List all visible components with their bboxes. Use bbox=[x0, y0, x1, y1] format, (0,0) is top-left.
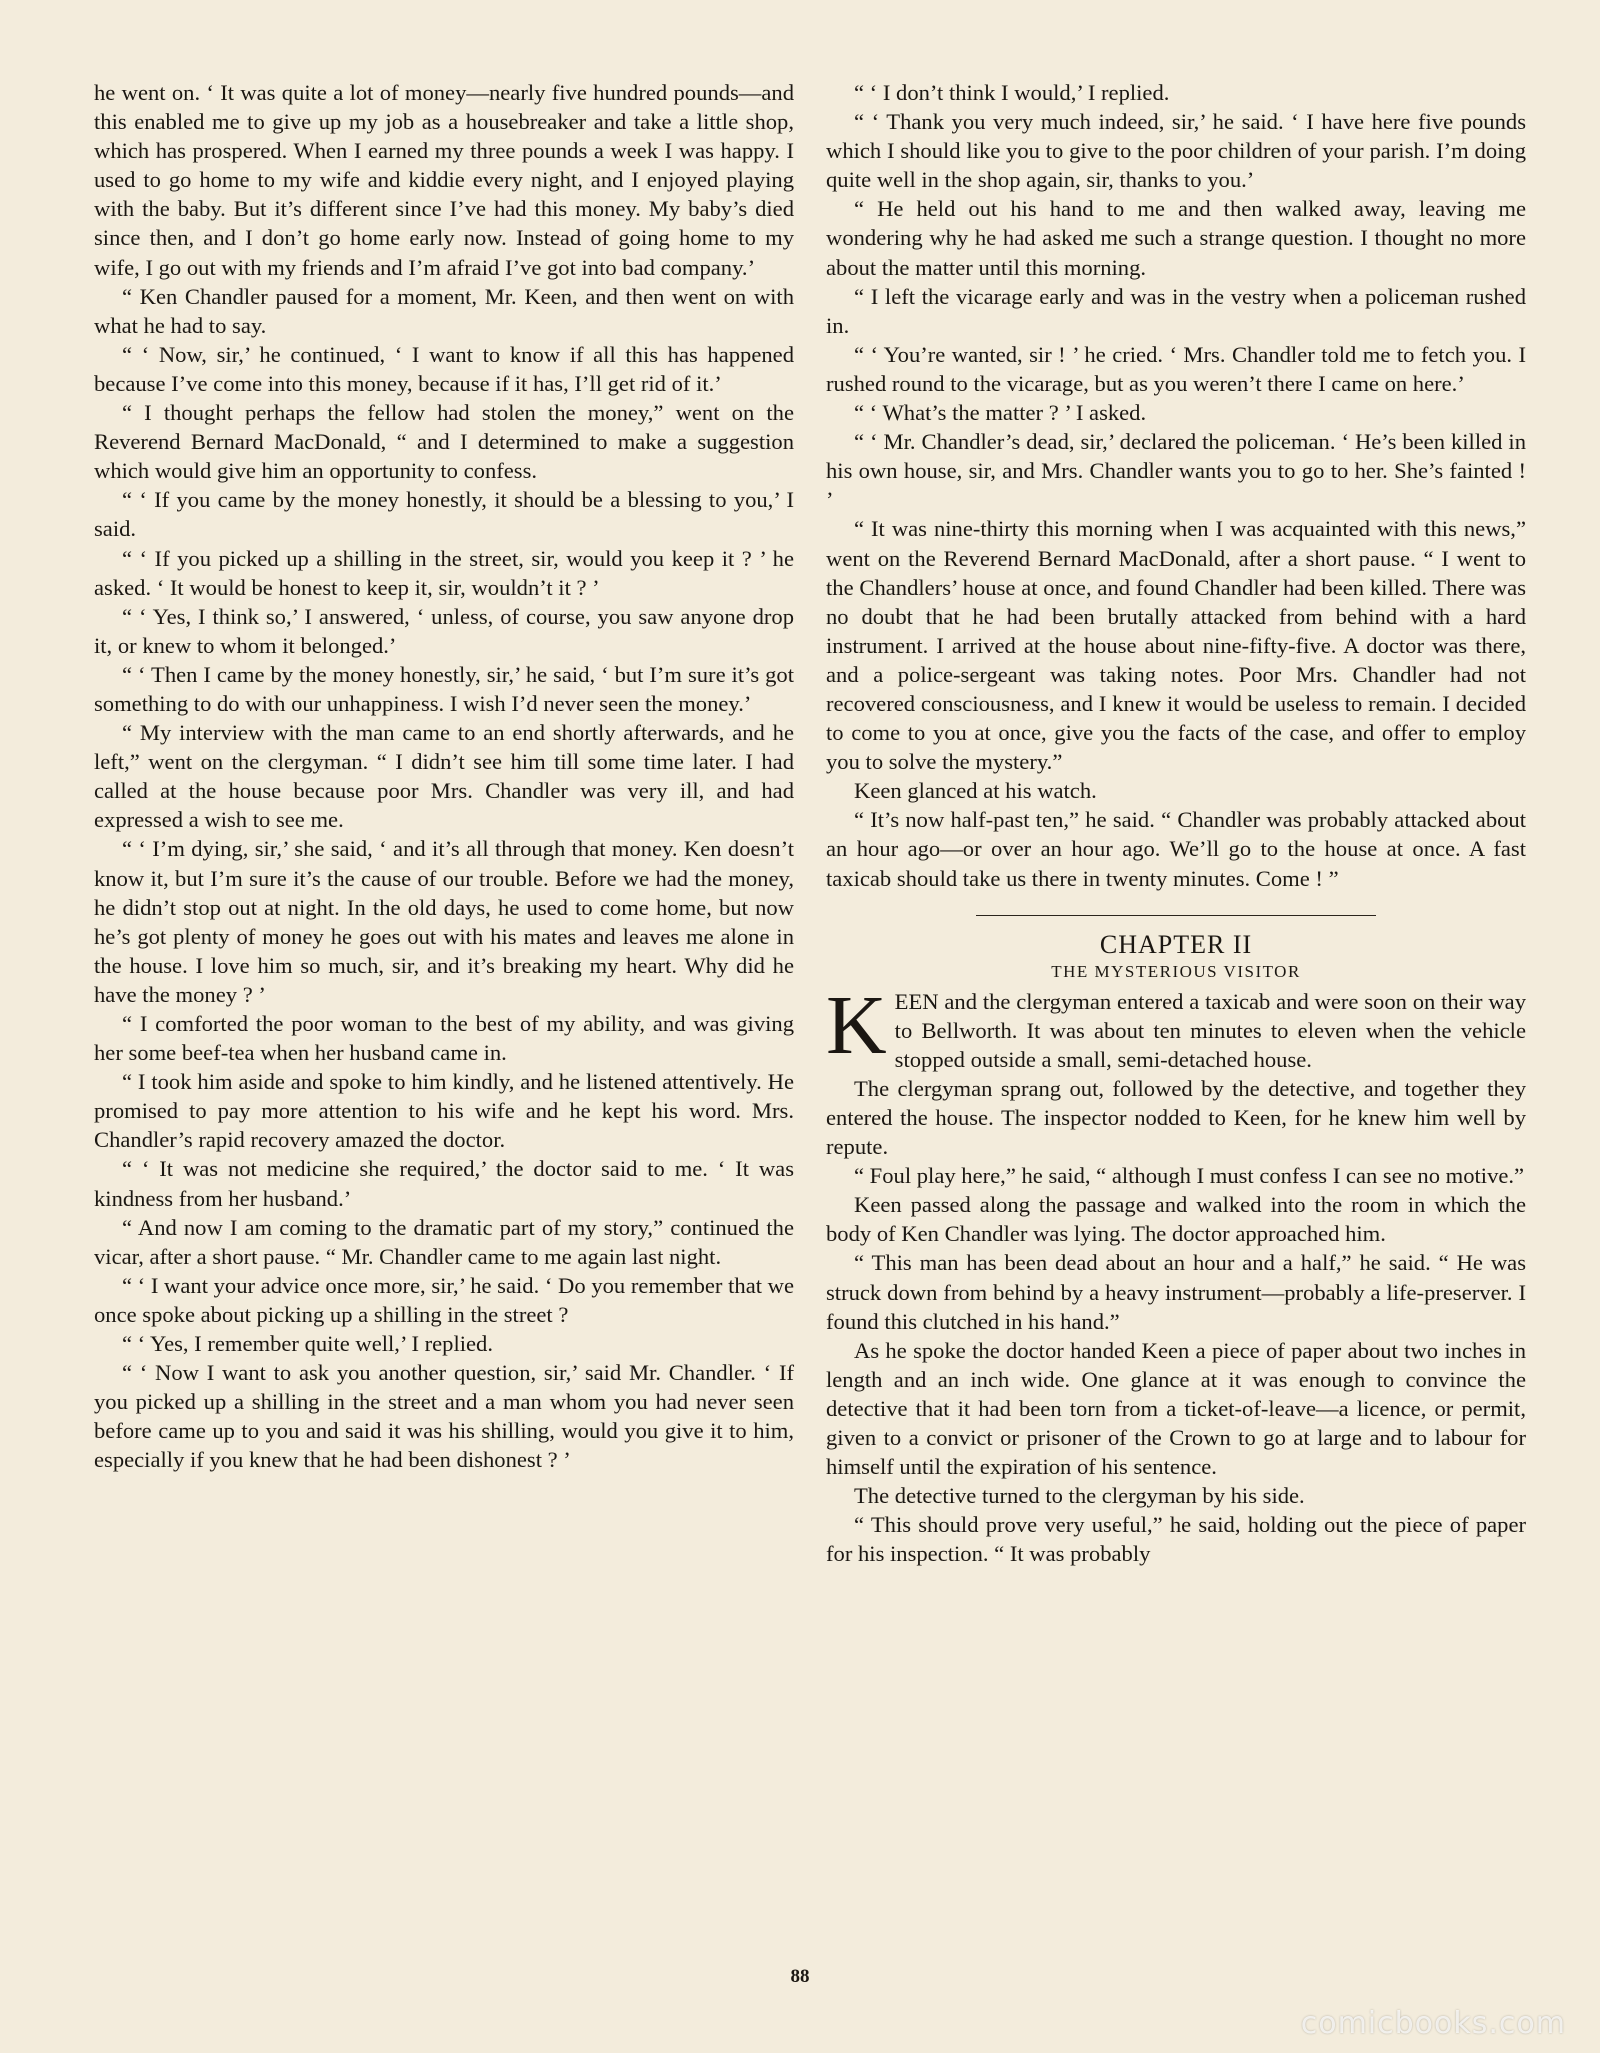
paragraph: he went on. ‘ It was quite a lot of money—nearly five hundred pounds—and this enabled me to give up my job as a housebreaker and take a little shop, which has prospered. When I earned my three pounds a week I was happy. I used to go home to my wife and kiddie every night, and I enjoyed playing with the baby. But it’s different since I’ve had this money. My baby’s died since then, and I don’t go home early now. Instead of going home to my wife, I go out with my friends and I’m afraid I’ve got into bad company.’ bbox=[94, 80, 794, 280]
paragraph: “ I took him aside and spoke to him kindly, and he listened attentively. He promised to pay more attention to his wife and he kept his word. Mrs. Chandler’s rapid recovery amazed the doctor. bbox=[94, 1069, 794, 1153]
paragraph: Keen glanced at his watch. bbox=[854, 778, 1097, 804]
paragraph: “ Foul play here,” he said, “ although I must confess I can see no motive.” bbox=[854, 1163, 1525, 1189]
paragraph: “ ‘ I want your advice once more, sir,’ he said. ‘ Do you remember that we once spoke about picking up a shilling in the street ? bbox=[94, 1272, 794, 1327]
paragraph: “ And now I am coming to the dramatic part of my story,” continued the vicar, after a short pause. “ Mr. Chandler came to me again last night. bbox=[94, 1214, 794, 1269]
paragraph: As he spoke the doctor handed Keen a piece of paper about two inches in length and an inch wide. One glance at it was enough to convince the detective that it had been torn from a ticket-of-leave—a licence, or permit, given to a convict or prisoner of the Crown to go at large and to labour for himself until the expiration of his sentence. bbox=[826, 1337, 1526, 1480]
left-column bbox=[94, 78, 794, 1475]
paragraph: “ ‘ It was not medicine she required,’ the doctor said to me. ‘ It was kindness from her husband.’ bbox=[94, 1156, 794, 1211]
opening-text: EEN and the clergyman entered a taxicab and were soon on their way to Bellworth. It was about ten minutes to eleven when the vehicle stopped outside a small, semi-detached house. bbox=[894, 988, 1526, 1072]
drop-cap: K bbox=[826, 978, 887, 1072]
paragraph: “ ‘ Now I want to ask you another question, sir,’ said Mr. Chandler. ‘ If you picked up a shilling in the street and a man whom you had never seen before came up to you and said it was his shilling, would you give it to him, especially if you knew that he had been dishonest ? ’ bbox=[94, 1360, 794, 1473]
paragraph: “ This should prove very useful,” he said, holding out the piece of paper for his inspection. “ It was probably bbox=[826, 1512, 1526, 1567]
paragraph: “ ‘ Mr. Chandler’s dead, sir,’ declared the policeman. ‘ He’s been killed in his own house, sir, and Mrs. Chandler wants you to go to her. She’s fainted ! ’ bbox=[826, 429, 1526, 513]
paragraph: “ ‘ Yes, I think so,’ I answered, ‘ unless, of course, you saw anyone drop it, or knew to whom it belonged.’ bbox=[94, 603, 794, 658]
paragraph: The detective turned to the clergyman by his side. bbox=[854, 1483, 1305, 1509]
paragraph: “ I left the vicarage early and was in the vestry when a policeman rushed in. bbox=[826, 283, 1526, 338]
paragraph: “ ‘ What’s the matter ? ’ I asked. bbox=[854, 400, 1147, 426]
chapter-heading bbox=[826, 915, 1526, 983]
watermark: comicbooks.com bbox=[1300, 2006, 1566, 2041]
paragraph: “ ‘ I don’t think I would,’ I replied. bbox=[854, 80, 1170, 105]
paragraph: “ ‘ If you came by the money honestly, it should be a blessing to you,’ I said. bbox=[94, 487, 794, 542]
chapter-subtitle: THE MYSTERIOUS VISITOR bbox=[1051, 961, 1301, 981]
chapter-title: CHAPTER II bbox=[1099, 929, 1253, 959]
paragraph: “ ‘ Thank you very much indeed, sir,’ he said. ‘ I have here five pounds which I should like you to give to the poor children of your parish. I’m doing quite well in the shop again, sir, thanks to you.’ bbox=[826, 109, 1526, 193]
paragraph: “ ‘ I’m dying, sir,’ she said, ‘ and it’s all through that money. Ken doesn’t know it, but I’m sure it’s the cause of our trouble. Before we had the money, he didn’t stop out at night. In the old days, he used to come home, but now he’s got plenty of money he goes out with his mates and leaves me alone in the house. I love him so much, sir, and it’s breaking my heart. Why did he have the money ? ’ bbox=[94, 836, 794, 1007]
paragraph: “ ‘ If you picked up a shilling in the street, sir, would you keep it ? ’ he asked. ‘ It would be honest to keep it, sir, wouldn’t it ? ’ bbox=[94, 545, 794, 600]
paragraph: “ ‘ Now, sir,’ he continued, ‘ I want to know if all this has happened because I’ve come into this money, because if it has, I’ll get rid of it.’ bbox=[94, 341, 794, 396]
chapter-opening-paragraph bbox=[826, 978, 1526, 1074]
paragraph: “ I thought perhaps the fellow had stolen the money,” went on the Reverend Bernard MacDonald, “ and I determined to make a suggestion which would give him an opportunity to confess. bbox=[94, 400, 794, 484]
paragraph: The clergyman sprang out, followed by the detective, and together they entered the house. The inspector nodded to Keen, for he knew him well by repute. bbox=[826, 1075, 1526, 1160]
paragraph: “ He held out his hand to me and then walked away, leaving me wondering why he had asked me such a strange question. I thought no more about the matter until this morning. bbox=[826, 196, 1526, 280]
paragraph: “ ‘ Yes, I remember quite well,’ I replied. bbox=[122, 1331, 493, 1357]
paragraph: “ My interview with the man came to an end shortly afterwards, and he left,” went on the clergyman. “ I didn’t see him till some time later. I had called at the house because poor Mrs. Chandler was very ill, and had expressed a wish to see me. bbox=[94, 720, 794, 833]
paragraph: “ ‘ You’re wanted, sir ! ’ he cried. ‘ Mrs. Chandler told me to fetch you. I rushed round to the vicarage, but as you weren’t there I came on here.’ bbox=[826, 341, 1526, 396]
paragraph: “ It was nine-thirty this morning when I was acquainted with this news,” went on the Reverend Bernard MacDonald, after a short pause. “ I went to the Chandlers’ house at once, and found Chandler had been killed. There was no doubt that he had been brutally attacked from behind with a hard instrument. I arrived at the house about nine-fifty-five. A doctor was there, and a police-sergeant was taking notes. Poor Mrs. Chandler had not recovered consciousness, and I knew it would be useless to remain. I decided to come to you at once, give you the facts of the case, and offer to employ you to solve the mystery.” bbox=[826, 516, 1526, 775]
paragraph: “ It’s now half-past ten,” he said. “ Chandler was probably attacked about an hour ago—or over an hour ago. We’ll go to the house at once. A fast taxicab should take us there in twenty minutes. Come ! ” bbox=[826, 807, 1526, 891]
paragraph: “ This man has been dead about an hour and a half,” he said. “ He was struck down from behind by a heavy instrument—probably a life-preserver. I found this clutched in his hand.” bbox=[826, 1250, 1526, 1334]
paragraph: “ Ken Chandler paused for a moment, Mr. Keen, and then went on with what he had to say. bbox=[94, 283, 794, 338]
paragraph: Keen passed along the passage and walked into the room in which the body of Ken Chandler was lying. The doctor approached him. bbox=[826, 1192, 1526, 1247]
paragraph: “ I comforted the poor woman to the best of my ability, and was giving her some beef-tea when her husband came in. bbox=[94, 1011, 794, 1066]
page-number: 88 bbox=[790, 1966, 810, 1987]
paragraph: “ ‘ Then I came by the money honestly, sir,’ he said, ‘ but I’m sure it’s got something to do with our unhappiness. I wish I’d never seen the money.’ bbox=[94, 661, 794, 716]
right-column bbox=[826, 78, 1526, 1569]
